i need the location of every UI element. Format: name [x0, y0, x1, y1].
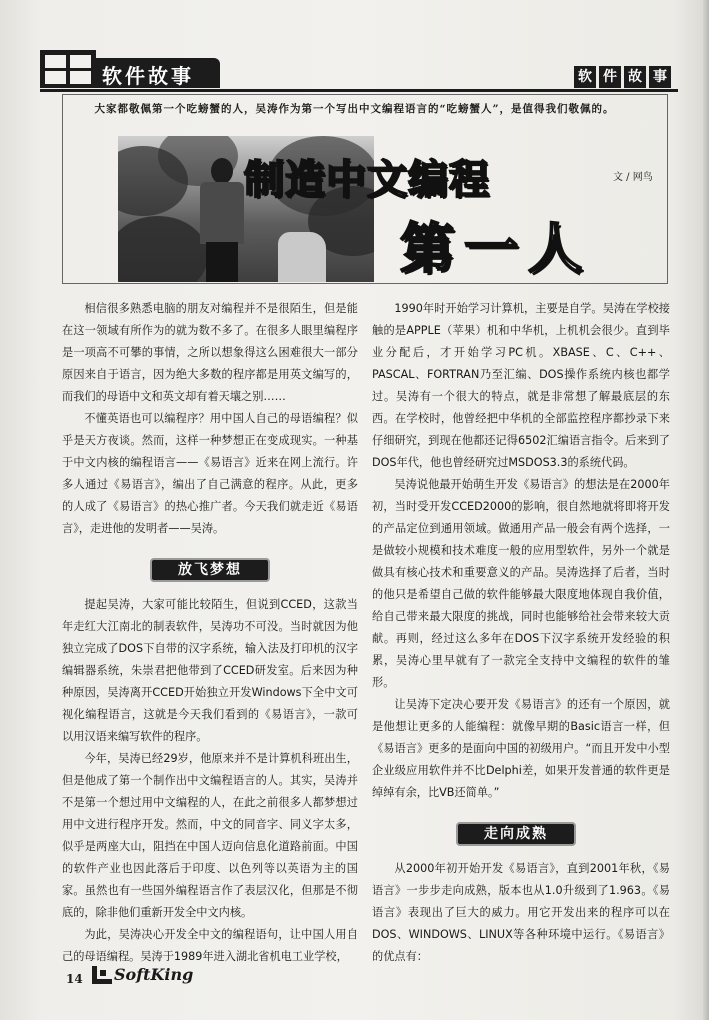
text-column-left — [62, 298, 358, 968]
paragraph: 相信很多熟悉电脑的朋友对编程并不是很陌生，但是能在这一领域有所作为的就为数不多了。在很多人眼里编程序是一项高不可攀的事情，之所以想象得这么困难很大一部分原因来自于语言，因为绝大多数的程序都是用英文编写的，而我们的母语中文和英文却有着天壤之别…… — [62, 302, 358, 403]
section-title: 软件故事 — [102, 64, 194, 88]
article-title-line2: 第一人 — [400, 216, 592, 280]
article-title: 制造中文编程 — [244, 156, 490, 203]
section-heading-label: 放飞梦想 — [178, 562, 242, 578]
section-tags — [574, 66, 671, 88]
grid-icon — [40, 50, 96, 88]
author-byline: 文 / 网鸟 — [613, 172, 653, 183]
section-heading — [372, 822, 670, 846]
page-number: 14 — [66, 972, 83, 986]
paragraph: 不懂英语也可以编程序？用中国人自己的母语编程？似乎是天方夜谈。然而，这样一种梦想正在变成现实。一种基于中文内核的编程语言——《易语言》近来在网上流行。许多人通过《易语言》，编出了自己满意的程序。从此，更多的人成了《易语言》的热心推广者。今天我们就走近《易语言》，走进他的发明者——吴涛。 — [62, 412, 358, 535]
section-tag: 软 — [574, 66, 596, 88]
paragraph: 让吴涛下定决心要开发《易语言》的还有一个原因，就是他想让更多的人能编程：就像早期的Basic语言一样，但《易语言》更多的是面向中国的初级用户。“而且开发中小型企业级应用软件并不比Delphi差，如果开发普通的软件更是绰绰有余，比VB还简单。” — [372, 698, 670, 799]
section-heading-label: 走向成熟 — [484, 826, 548, 842]
text-column-right — [372, 298, 670, 968]
section-tag: 事 — [649, 66, 671, 88]
section-tag: 件 — [599, 66, 621, 88]
brand-logo: SoftKing — [114, 965, 194, 984]
page-edge — [703, 0, 709, 1020]
paragraph: 吴涛说他最开始萌生开发《易语言》的想法是在2000年初，当时受开发CCED2000的影响，很自然地就将即将开发的产品定位到通用领域。做通用产品一般会有两个选择，一是做较小规模和技术难度一般的应用型软件，另外一个就是做具有核心技术和重要意义的产品。吴涛选择了后者，当时的他只是希望自己做的软件能够最大限度地体现自我价值，给自己带来最大限度的挑战，同时也能够给社会带来较大贡献。再则，经过这么多年在DOS下汉字系统开发经验的积累，吴涛心里早就有了一款完全支持中文编程的软件的雏形。 — [372, 478, 670, 689]
paragraph: 今年，吴涛已经29岁，他原来并不是计算机科班出生，但是他成了第一个制作出中文编程语言的人。其实，吴涛并不是第一个想过用中文编程的人，在此之前很多人都梦想过用中文进行程序开发。然而，中文的同音字、同义字太多，似乎是两座大山，阻挡在中国人迈向信息化道路前面。中国的软件产业也因此落后于印度、以色列等以英语为主的国家。虽然也有一些国外编程语言作了表层汉化，但那是不彻底的，除非他们重新开发全中文内核。 — [62, 752, 358, 919]
paragraph: 提起吴涛，大家可能比较陌生，但说到CCED，这款当年走红大江南北的制表软件，吴涛功不可没。当时就因为他独立完成了DOS下自带的汉字系统，输入法及打印机的汉字编辑器系统，朱崇君把他带到了CCED研发室。后来因为种种原因，吴涛离开CCED开始独立开发Windows下全中文可视化编程语言，这就是今天我们看到的《易语言》，一款可以用汉语来编写软件的程序。 — [62, 598, 358, 743]
paragraph: 1990年时开始学习计算机，主要是自学。吴涛在学校接触的是APPLE（苹果）机和中华机，上机机会很少。直到毕业分配后，才开始学习PC机。XBASE、C、C++、PASCAL、FORTRAN乃至汇编、DOS操作系统内核也都学过。吴涛有一个很大的特点，就是非常想了解最底层的东西。在学校时，他曾经把中华机的全部监控程序都抄录下来仔细研究，到现在他都还记得6502汇编语言指令。后来到了DOS年代，他也曾经研究过MSDOS3.3的系统代码。 — [372, 302, 670, 469]
softking-logo-icon — [92, 966, 112, 984]
header-rule — [40, 89, 678, 92]
section-tag: 故 — [624, 66, 646, 88]
intro-text: 大家都敬佩第一个吃螃蟹的人，吴涛作为第一个写出中文编程语言的“吃螃蟹人”，是值得我们敬佩的。 — [94, 103, 615, 115]
section-heading — [62, 558, 358, 582]
paragraph: 从2000年初开始开发《易语言》，直到2001年秋，《易语言》一步步走向成熟，版本也从1.0升级到了1.963。《易语言》表现出了巨大的威力。用它开发出来的程序可以在DOS、WINDOWS、LINUX等各种环境中运行。《易语言》的优点有： — [372, 862, 670, 963]
paragraph: 为此，吴涛决心开发全中文的编程语句，让中国人用自己的母语编程。吴涛于1989年进入湖北省机电工业学校， — [62, 928, 358, 963]
